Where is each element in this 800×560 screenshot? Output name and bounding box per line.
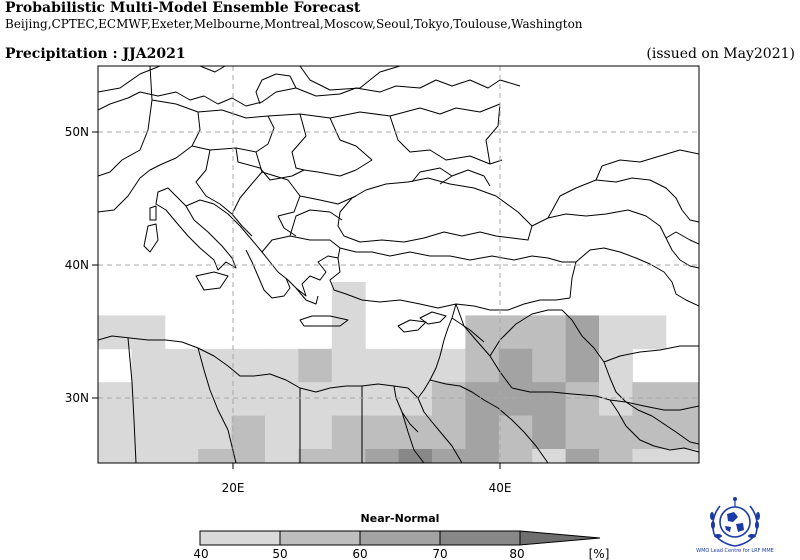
probability-cell: [131, 449, 165, 483]
colorbar-arrow: [520, 531, 600, 545]
probability-cell: [198, 449, 232, 483]
page-title: Probabilistic Multi-Model Ensemble Forecast: [5, 0, 361, 16]
variable-period-title: Precipitation : JJA2021: [5, 46, 186, 62]
probability-cell: [465, 449, 499, 483]
probability-cell: [666, 382, 700, 416]
probability-cell: [566, 349, 600, 383]
probability-cell: [599, 315, 633, 349]
colorbar-title: Near-Normal: [360, 512, 440, 525]
probability-cell: [632, 315, 666, 349]
probability-cell: [599, 382, 633, 416]
colorbar: [193, 531, 609, 560]
probability-cell: [265, 449, 299, 483]
probability-cell: [165, 449, 199, 483]
probability-shading: [98, 282, 700, 550]
colorbar-tick-40: 40: [193, 547, 209, 560]
probability-cell: [165, 382, 199, 416]
probability-cell: [566, 382, 600, 416]
probability-cell: [98, 315, 132, 349]
probability-cell: [599, 416, 633, 450]
probability-cell: [666, 449, 700, 483]
lat-label-30n: 30N: [64, 391, 89, 405]
probability-cell: [566, 315, 600, 349]
probability-cell: [365, 416, 399, 450]
probability-cell: [198, 416, 232, 450]
colorbar-bin-50-60: [280, 531, 360, 545]
colorbar-bin-70-80: [440, 531, 520, 545]
colorbar-unit: [%]: [588, 547, 610, 560]
probability-cell: [232, 416, 266, 450]
colorbar-tick-60: 60: [352, 547, 368, 560]
probability-cell: [399, 349, 433, 383]
probability-cell: [298, 416, 332, 450]
probability-cell: [165, 416, 199, 450]
probability-cell: [165, 349, 199, 383]
probability-cell: [232, 349, 266, 383]
probability-cell: [98, 449, 132, 483]
probability-cell: [632, 382, 666, 416]
probability-cell: [265, 382, 299, 416]
probability-cell: [365, 449, 399, 483]
probability-cell: [232, 382, 266, 416]
probability-cell: [499, 449, 533, 483]
probability-cell: [98, 382, 132, 416]
lat-label-50n: 50N: [64, 125, 89, 139]
probability-cell: [432, 449, 466, 483]
probability-cell: [599, 349, 633, 383]
probability-cell: [131, 315, 165, 349]
probability-cell: [465, 315, 499, 349]
probability-cell: [532, 416, 566, 450]
probability-cell: [566, 449, 600, 483]
probability-cell: [399, 449, 433, 483]
probability-cell: [432, 382, 466, 416]
probability-cell: [98, 416, 132, 450]
probability-cell: [298, 449, 332, 483]
lon-label-40e: 40E: [488, 481, 512, 495]
probability-cell: [232, 449, 266, 483]
colorbar-tick-80: 80: [509, 547, 525, 560]
lon-label-20e: 20E: [221, 481, 245, 495]
probability-cell: [532, 349, 566, 383]
probability-cell: [432, 416, 466, 450]
lat-label-40n: 40N: [64, 258, 89, 272]
probability-cell: [666, 416, 700, 450]
probability-cell: [532, 382, 566, 416]
colorbar-tick-70: 70: [432, 547, 448, 560]
probability-cell: [465, 416, 499, 450]
probability-cell: [465, 349, 499, 383]
probability-cell: [198, 382, 232, 416]
probability-cell: [298, 349, 332, 383]
logo-caption: WMO Lead Centre for LRF MME: [696, 548, 774, 554]
colorbar-tick-50: 50: [272, 547, 288, 560]
contributing-centres: Beijing,CPTEC,ECMWF,Exeter,Melbourne,Montreal,Moscow,Seoul,Tokyo,Toulouse,Washington: [5, 17, 583, 31]
probability-cell: [298, 382, 332, 416]
colorbar-bin-40-50: [200, 531, 280, 545]
probability-cell: [599, 449, 633, 483]
probability-cell: [332, 449, 366, 483]
probability-cell: [332, 349, 366, 383]
probability-cell: [532, 449, 566, 483]
probability-cell: [566, 416, 600, 450]
probability-cell: [131, 416, 165, 450]
probability-cell: [265, 349, 299, 383]
probability-cell: [332, 315, 366, 349]
probability-cell: [499, 382, 533, 416]
probability-cell: [499, 315, 533, 349]
colorbar-bin-60-70: [360, 531, 440, 545]
probability-cell: [265, 416, 299, 450]
probability-cell: [399, 416, 433, 450]
issued-date: (issued on May2021): [646, 46, 795, 62]
probability-cell: [131, 349, 165, 383]
probability-cell: [131, 382, 165, 416]
probability-cell: [632, 449, 666, 483]
probability-cell: [532, 315, 566, 349]
probability-cell: [332, 416, 366, 450]
probability-cell: [499, 416, 533, 450]
probability-cell: [365, 349, 399, 383]
